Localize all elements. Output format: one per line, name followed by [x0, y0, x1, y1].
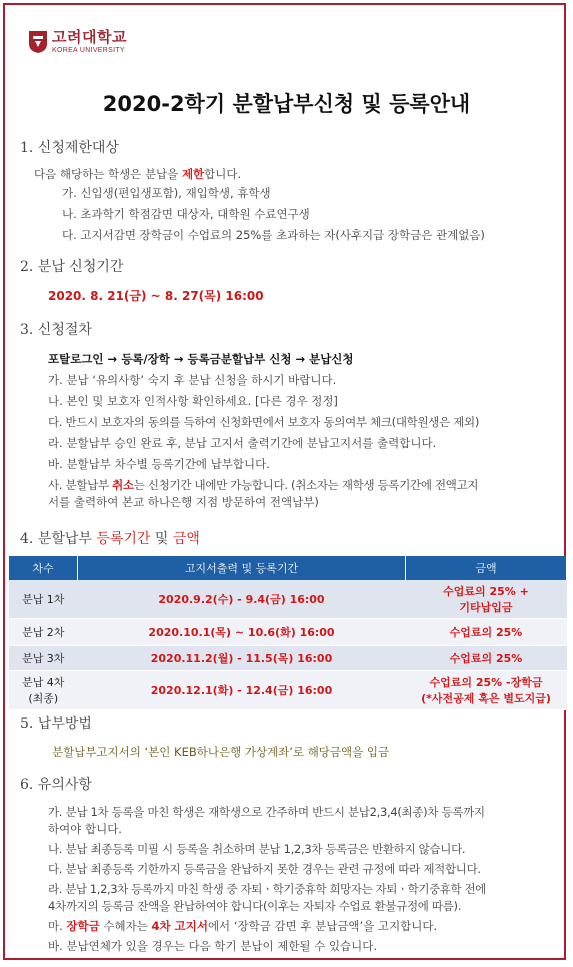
s3-item-na: 나. 본인 및 보호자 인적사항 확인하세요. [다른 경우 정정]	[48, 394, 338, 408]
page-title: 2020-2학기 분할납부신청 및 등록안내	[102, 92, 471, 116]
s6-item-ra: 라. 분납 1,2,3차 등록까지 마친 학생 중 자퇴ㆍ학기중휴학 희망자는 자퇴ㆍ학기중휴학 전에	[48, 882, 486, 896]
schedule-table	[9, 556, 567, 710]
cell-amount: 수업료의 25%	[406, 646, 567, 671]
section-4-heading: 4. 분할납부 등록기간 및 금액	[20, 531, 200, 547]
s6-item-ba: 바. 분납연체가 있을 경우는 다음 학기 분납이 제한될 수 있습니다.	[48, 939, 378, 953]
s3-item-sa-line2: 서를 출력하여 본교 하나은행 지점 방문하여 전액납부)	[48, 495, 319, 509]
table-row	[9, 580, 567, 619]
logo-name-en: KOREA UNIVERSITY	[52, 47, 125, 54]
s6-item-na: 나. 분납 최종등록 미필 시 등록을 취소하며 분납 1,2,3차 등록금은 반환하지 않습니다.	[48, 842, 466, 856]
section-5-heading: 5. 납부방법	[20, 716, 92, 732]
table-row	[9, 671, 567, 710]
s5-text: 분할납부고지서의 ‘본인 KEB하나은행 가상계좌’로 해당금액을 입금	[52, 745, 390, 759]
s2-period: 2020. 8. 21(금) ~ 8. 27(목) 16:00	[48, 289, 264, 303]
s6-item-ma: 마. 장학금 수혜자는 4차 고지서에서 ‘장학금 감면 후 분납금액’을 고지합니다.	[48, 919, 438, 933]
s3-item-da: 다. 반드시 보호자의 동의를 득하여 신청화면에서 보호자 동의여부 체크(대학원생은 제외)	[48, 415, 480, 429]
s1-item-ga: 가. 신입생(편입생포함), 재입학생, 휴학생	[62, 186, 271, 200]
th-amount: 금액	[406, 556, 567, 580]
section-1-heading: 1. 신청제한대상	[20, 140, 119, 156]
section-2-heading: 2. 분납 신청기간	[20, 259, 124, 275]
s3-item-ba: 바. 분할납부 차수별 등록기간에 납부합니다.	[48, 457, 270, 471]
cell-round: 분납 1차	[9, 580, 78, 619]
cell-period: 2020.9.2(수) - 9.4(금) 16:00	[78, 580, 406, 619]
th-round: 차수	[9, 556, 78, 580]
s3-item-sa: 사. 분할납부 취소는 신청기간 내에만 가능합니다. (취소자는 재학생 등록기간에 전액고지	[48, 478, 479, 492]
table-row	[9, 619, 567, 646]
section-6-heading: 6. 유의사항	[20, 777, 92, 793]
section-3-heading: 3. 신청절차	[20, 322, 92, 338]
cell-period: 2020.11.2(월) - 11.5(목) 16:00	[78, 646, 406, 671]
cell-round: 분납 3차	[9, 646, 78, 671]
cell-period: 2020.12.1(화) - 12.4(금) 16:00	[78, 671, 406, 710]
cell-amount: 수업료의 25%	[406, 619, 567, 646]
table-row	[9, 646, 567, 671]
cell-amount: 수업료의 25% -장학금 (*사전공제 혹은 별도지급)	[406, 671, 567, 710]
s3-item-ga: 가. 분납 ‘유의사항’ 숙지 후 분납 신청을 하시기 바랍니다.	[48, 373, 337, 387]
shield-crest-icon	[28, 30, 48, 54]
s1-intro: 다음 해당하는 학생은 분납을 제한합니다.	[34, 167, 242, 181]
table-header-row	[9, 556, 567, 580]
s6-item-ra-line2: 4차까지의 등록금 잔액을 완납하여야 합니다(이후는 자퇴자 수업료 환불규정에 따름).	[48, 899, 462, 913]
s3-item-ra: 라. 분할납부 승인 완료 후, 분납 고지서 출력기간에 분납고지서를 출력합니다.	[48, 436, 437, 450]
cell-period: 2020.10.1(목) ~ 10.6(화) 16:00	[78, 619, 406, 646]
s6-item-da: 다. 분납 최종등록 기한까지 등록금을 완납하지 못한 경우는 관련 규정에 따라 제적합니다.	[48, 862, 481, 876]
s1-item-na: 나. 초과학기 학점감면 대상자, 대학원 수료연구생	[62, 207, 310, 221]
s3-flow: 포탈로그인 → 등록/장학 → 등록금분할납부 신청 → 분납신청	[48, 352, 354, 366]
cell-round: 분납 2차	[9, 619, 78, 646]
th-period: 고지서출력 및 등록기간	[78, 556, 406, 580]
cell-round: 분납 4차 (최종)	[9, 671, 78, 710]
s6-item-ga-line2: 하여야 합니다.	[48, 822, 122, 836]
logo-name-ko: 고려대학교	[52, 28, 127, 46]
university-logo	[28, 30, 127, 54]
cell-amount: 수업료의 25% + 기타납입금	[406, 580, 567, 619]
s1-item-da: 다. 고지서감면 장학금이 수업료의 25%를 초과하는 자(사후지급 장학금은 관계없음)	[62, 228, 485, 242]
s6-item-ga: 가. 분납 1차 등록을 마친 학생은 재학생으로 간주하며 반드시 분납2,3,4(최종)차 등록까지	[48, 805, 485, 819]
